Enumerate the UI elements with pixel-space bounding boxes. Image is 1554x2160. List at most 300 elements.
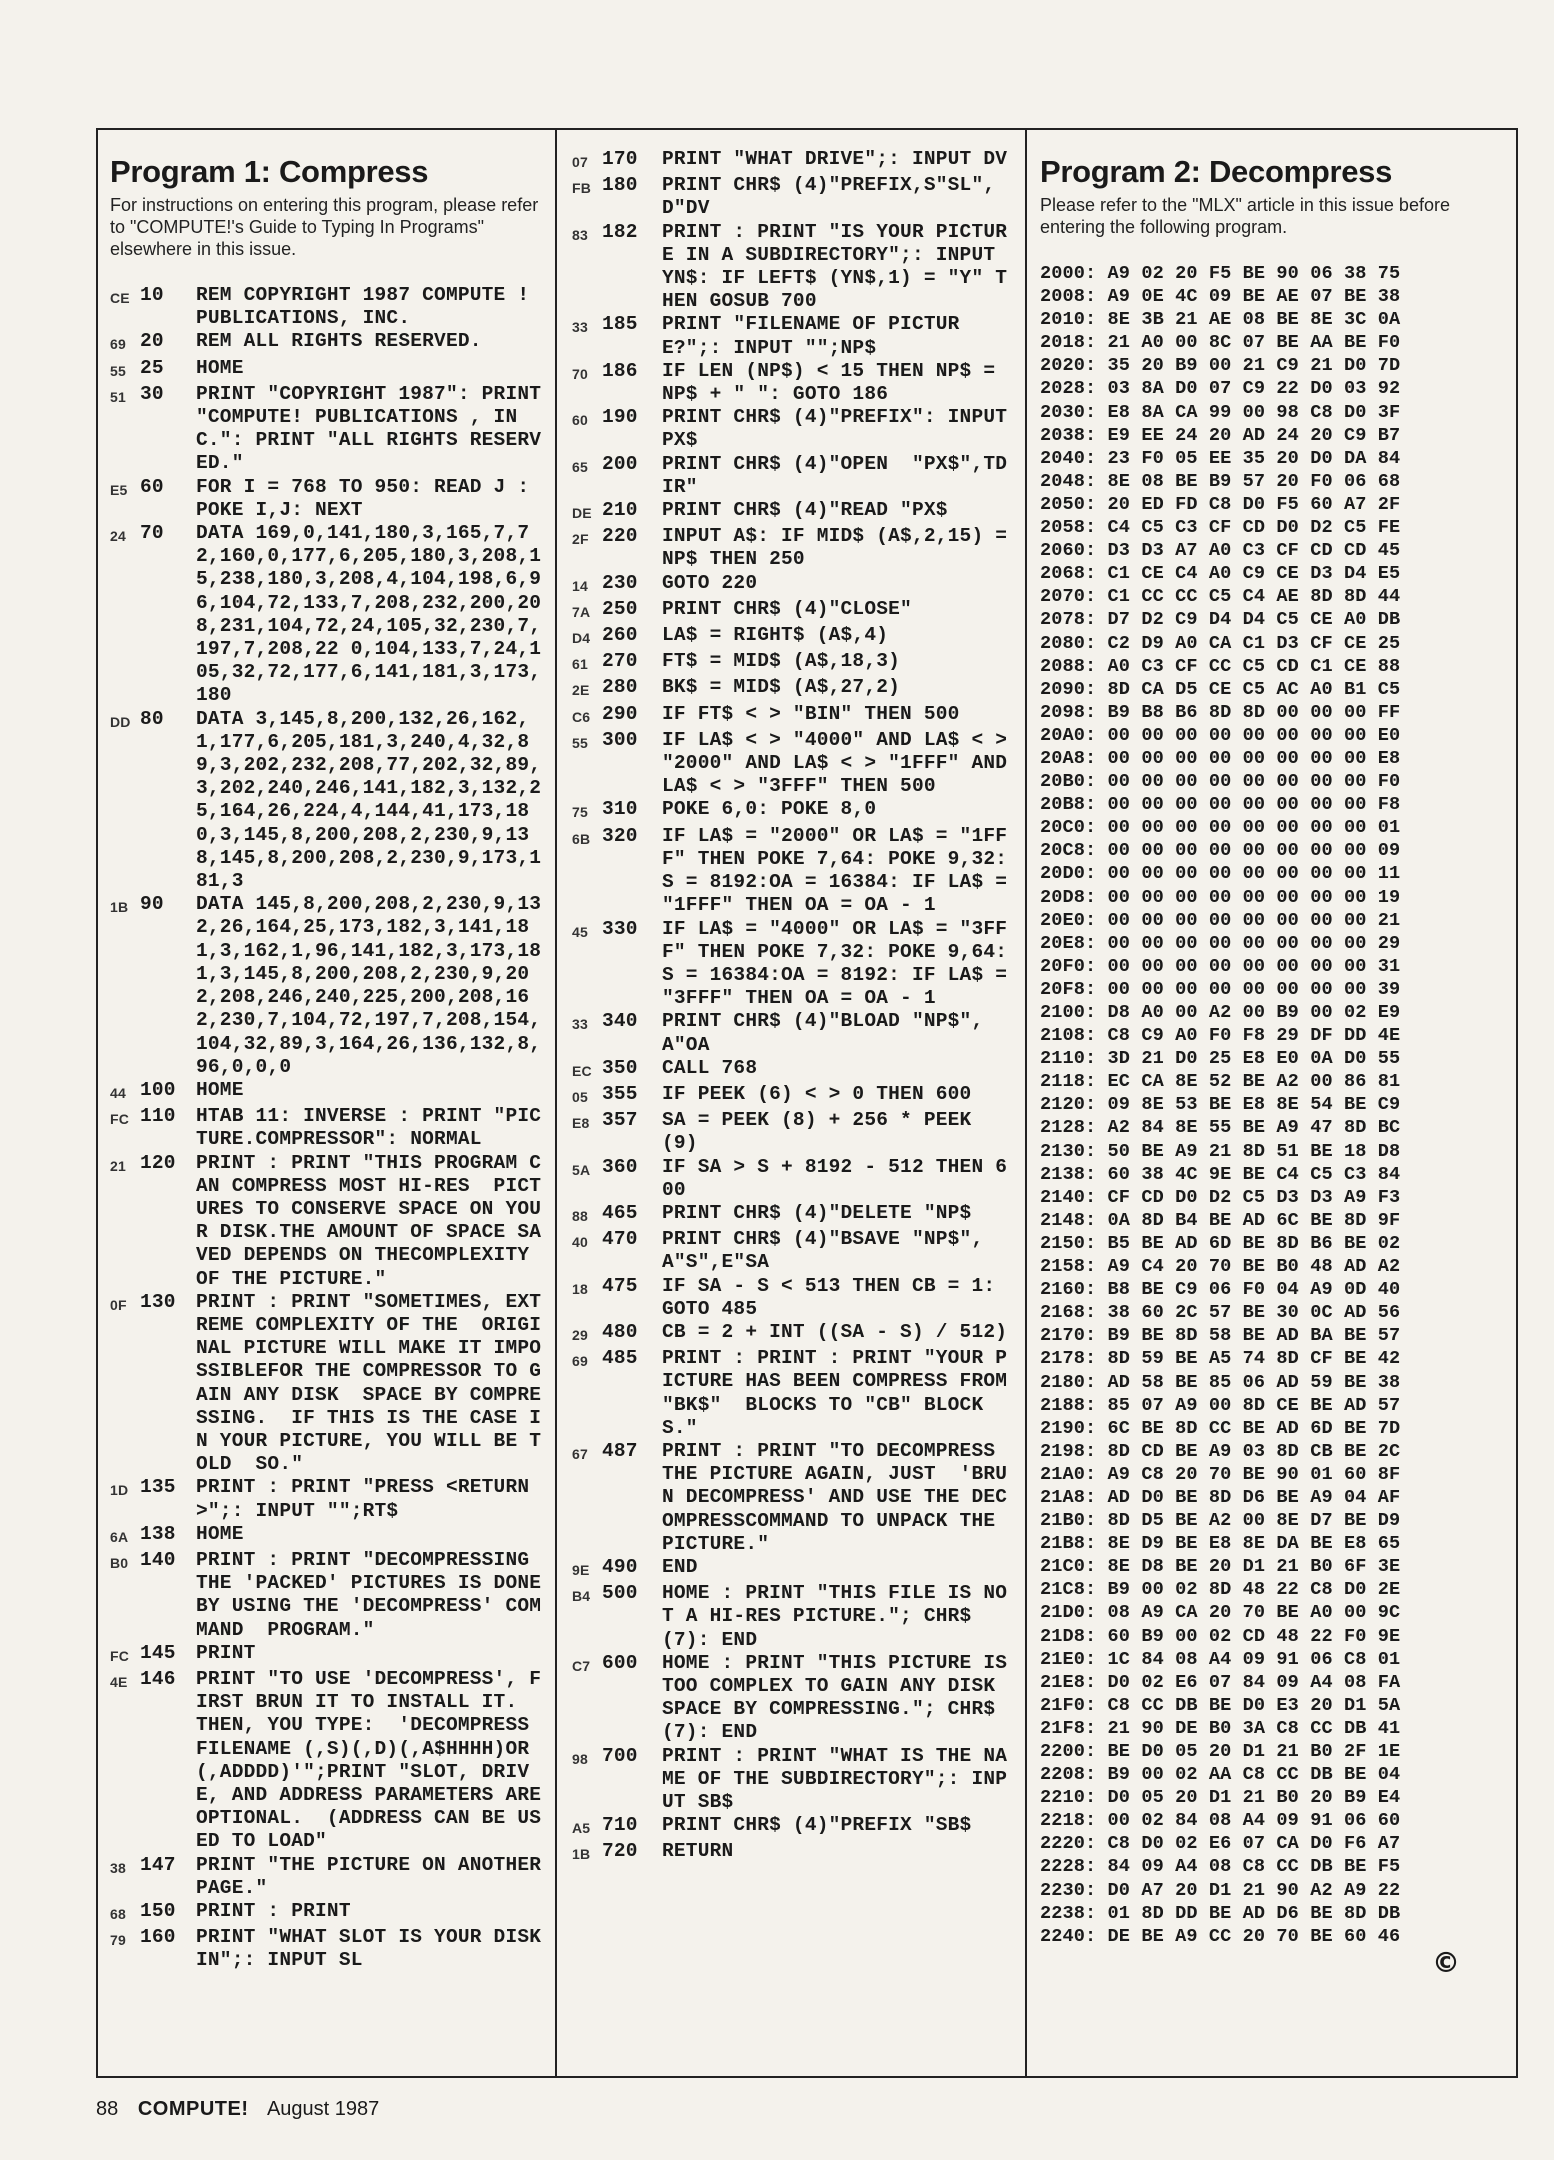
hex-row: 2148: 0A 8D B4 BE AD 6C BE 8D 9F <box>1040 1209 1401 1231</box>
hex-row: 21A0: A9 C8 20 70 BE 90 01 60 8F <box>1040 1463 1401 1485</box>
line-number: 210 <box>602 499 638 522</box>
line-number: 700 <box>602 1744 638 1767</box>
hex-row: 20B8: 00 00 00 00 00 00 00 00 F8 <box>1040 794 1401 816</box>
hex-row: 2098: B9 B8 B6 8D 8D 00 00 00 FF <box>1040 701 1401 723</box>
checksum: 75 <box>572 804 588 821</box>
line-text: PRINT <box>196 1641 256 1664</box>
line-text: PRINT : PRINT "IS YOUR PICTURE IN A SUBDIRECTORY";: INPUT YN$: IF LEFT$ (YN$,1) = "Y" THEN GOSUB 700 <box>662 220 1008 313</box>
checksum: DD <box>110 713 131 730</box>
hex-row: 20B0: 00 00 00 00 00 00 00 00 F0 <box>1040 771 1401 793</box>
hex-row: 21E0: 1C 84 08 A4 09 91 06 C8 01 <box>1040 1648 1401 1670</box>
checksum: 83 <box>572 226 588 243</box>
line-number: 487 <box>602 1439 638 1462</box>
line-text: IF SA > S + 8192 - 512 THEN 600 <box>662 1155 1008 1201</box>
line-number: 130 <box>140 1290 176 1313</box>
hex-row: 2070: C1 CC CC C5 C4 AE 8D 8D 44 <box>1040 586 1401 608</box>
line-text: REM COPYRIGHT 1987 COMPUTE ! PUBLICATIONS, INC. <box>196 284 542 330</box>
checksum: 45 <box>572 923 588 940</box>
line-text: HOME <box>196 1078 244 1101</box>
code-line <box>572 1582 1010 1652</box>
line-text: END <box>662 1555 698 1578</box>
line-number: 10 <box>140 284 164 306</box>
line-text: PRINT "TO USE 'DECOMPRESS', FIRST BRUN IT TO INSTALL IT. THEN, YOU TYPE: 'DECOMPRESS FILENAME (,S)(,D)(,A$HHHH)OR(,ADDDD)'";PRINT "SLOT, DRIVE, AND ADDRESS PARAMETERS ARE OPTIONAL. (ADDRESS CAN BE USED TO LOAD" <box>196 1667 554 1853</box>
code-line <box>110 1667 554 1854</box>
line-number: 135 <box>140 1476 176 1499</box>
checksum: 4E <box>110 1673 128 1690</box>
checksum: 18 <box>572 1280 588 1297</box>
line-text: BK$ = MID$ (A$,27,2) <box>662 676 901 699</box>
hex-row: 2210: D0 05 20 D1 21 B0 20 B9 E4 <box>1040 1787 1401 1809</box>
code-line <box>572 1321 1010 1347</box>
line-number: 140 <box>140 1548 176 1571</box>
hex-row: 2090: 8D CA D5 CE C5 AC A0 B1 C5 <box>1040 678 1401 700</box>
code-line <box>110 382 554 476</box>
checksum: 67 <box>572 1445 588 1462</box>
hex-row: 2028: 03 8A D0 07 C9 22 D0 03 92 <box>1040 378 1401 400</box>
line-text: RETURN <box>662 1840 734 1863</box>
checksum: 9E <box>572 1561 590 1578</box>
line-number: 260 <box>602 624 638 647</box>
code-line <box>572 453 1010 499</box>
line-number: 485 <box>602 1347 638 1370</box>
hex-row: 20E8: 00 00 00 00 00 00 00 00 29 <box>1040 932 1401 954</box>
hex-row: 2228: 84 09 A4 08 C8 CC DB BE F5 <box>1040 1856 1401 1878</box>
code-line <box>572 1814 1010 1840</box>
hex-row: 2220: C8 D0 02 E6 07 CA D0 F6 A7 <box>1040 1833 1401 1855</box>
code-line <box>572 406 1020 452</box>
code-line <box>110 1900 550 1926</box>
line-text: PRINT : PRINT : PRINT "YOUR PICTURE HAS BEEN COMPRESS FROM "BK$" BLOCKS TO "CB" BLOCKS." <box>662 1347 1020 1439</box>
hex-row: 2038: E9 EE 24 20 AD 24 20 C9 B7 <box>1040 424 1401 446</box>
line-number: 300 <box>602 728 638 751</box>
line-text: GOTO 220 <box>662 571 758 594</box>
code-line <box>572 1275 1010 1321</box>
checksum: 88 <box>572 1207 588 1224</box>
line-text: PRINT CHR$ (4)"BSAVE "NP$",A"S",E"SA <box>662 1228 984 1274</box>
line-text: CALL 768 <box>662 1056 758 1079</box>
hex-row: 2068: C1 CE C4 A0 C9 CE D3 D4 E5 <box>1040 563 1401 585</box>
line-text: DATA 3,145,8,200,132,26,162,1,177,6,205,181,3,240,4,32,89,3,202,232,208,77,202,32,89,3,202,240,246,141,182,3,132,25,164,26,224,4,144,41,173,180,3,145,8,200,208,2,230,9,138,145,8,200,208,2,230,9,173,181,3 <box>196 707 542 893</box>
hex-row: 21F0: C8 CC DB BE D0 E3 20 D1 5A <box>1040 1694 1401 1716</box>
line-number: 350 <box>602 1056 638 1079</box>
code-line <box>110 1853 554 1900</box>
hex-row: 2020: 35 20 B9 00 21 C9 21 D0 7D <box>1040 355 1401 377</box>
hex-row: 2240: DE BE A9 CC 20 70 BE 60 46 <box>1040 1925 1401 1947</box>
checksum: 55 <box>110 362 126 379</box>
checksum: C6 <box>572 708 591 725</box>
checksum: 24 <box>110 528 126 545</box>
code-line <box>572 148 1010 174</box>
line-text: IF LEN (NP$) < 15 THEN NP$ = NP$ + " ": GOTO 186 <box>662 359 1008 406</box>
line-text: PRINT CHR$ (4)"DELETE "NP$ <box>662 1201 972 1224</box>
line-text: FT$ = MID$ (A$,18,3) <box>662 650 901 673</box>
code-line <box>110 893 550 1079</box>
code-line <box>572 1440 1010 1556</box>
line-number: 340 <box>602 1010 638 1033</box>
line-number: 90 <box>140 893 164 916</box>
checksum: EC <box>572 1062 592 1079</box>
checksum: FB <box>572 180 592 197</box>
line-number: 475 <box>602 1274 638 1297</box>
line-number: 480 <box>602 1320 638 1343</box>
line-number: 186 <box>602 359 638 382</box>
checksum: 65 <box>572 458 588 475</box>
code-line <box>572 1202 1010 1228</box>
line-number: 150 <box>140 1900 176 1923</box>
hex-row: 20C0: 00 00 00 00 00 00 00 00 01 <box>1040 817 1401 839</box>
hex-row: 21A8: AD D0 BE 8D D6 BE A9 04 AF <box>1040 1486 1401 1508</box>
checksum: 1B <box>110 899 129 916</box>
line-text: PRINT "COPYRIGHT 1987": PRINT "COMPUTE! PUBLICATIONS , INC.": PRINT "ALL RIGHTS RESERVED." <box>196 382 554 475</box>
hex-row: 2198: 8D CD BE A9 03 8D CB BE 2C <box>1040 1440 1401 1462</box>
line-number: 470 <box>602 1228 638 1251</box>
hex-row: 20A0: 00 00 00 00 00 00 00 00 E0 <box>1040 724 1401 746</box>
hex-row: 2150: B5 BE AD 6D BE 8D B6 BE 02 <box>1040 1232 1401 1254</box>
hex-row: 2050: 20 ED FD C8 D0 F5 60 A7 2F <box>1040 493 1401 515</box>
checksum: 44 <box>110 1084 126 1101</box>
code-line <box>572 221 1010 314</box>
line-text: HOME : PRINT "THIS PICTURE IS TOO COMPLEX TO GAIN ANY DISK SPACE BY COMPRESSING."; CHR$ (7): END <box>662 1651 1020 1744</box>
program1-listing <box>110 284 554 1973</box>
code-line <box>572 1109 1010 1155</box>
hex-row: 2048: 8E 08 BE B9 57 20 F0 06 68 <box>1040 470 1401 492</box>
line-text: PRINT : PRINT "TO DECOMPRESS THE PICTURE AGAIN, JUST 'BRUN DECOMPRESS' AND USE THE DECOMPRESSCOMMAND TO UNPACK THE PICTURE." <box>662 1439 1008 1555</box>
checksum: D4 <box>572 630 591 647</box>
line-number: 147 <box>140 1853 176 1876</box>
checksum: 05 <box>572 1088 588 1105</box>
line-number: 110 <box>140 1105 176 1128</box>
hex-row: 20F0: 00 00 00 00 00 00 00 00 31 <box>1040 955 1401 977</box>
hex-row: 2180: AD 58 BE 85 06 AD 59 BE 38 <box>1040 1371 1401 1393</box>
checksum: C7 <box>572 1657 591 1674</box>
line-text: PRINT : PRINT <box>196 1900 351 1923</box>
hex-row: 20D0: 00 00 00 00 00 00 00 00 11 <box>1040 863 1401 885</box>
code-line <box>572 798 1010 824</box>
hex-row: 2080: C2 D9 A0 CA C1 D3 CF CE 25 <box>1040 632 1401 654</box>
code-line <box>572 313 1010 359</box>
checksum: CE <box>110 290 130 306</box>
code-line <box>110 522 550 708</box>
code-line <box>110 1152 550 1291</box>
line-number: 360 <box>602 1155 638 1178</box>
code-line <box>110 1079 550 1105</box>
hex-row: 2058: C4 C5 C3 CF CD D0 D2 C5 FE <box>1040 517 1401 539</box>
hex-row: 2218: 00 02 84 08 A4 09 91 06 60 <box>1040 1810 1401 1832</box>
line-number: 120 <box>140 1151 176 1174</box>
hex-row: 20E0: 00 00 00 00 00 00 00 00 21 <box>1040 909 1401 931</box>
checksum: 79 <box>110 1932 126 1949</box>
hex-row: 21E8: D0 02 E6 07 84 09 A4 08 FA <box>1040 1671 1401 1693</box>
line-number: 185 <box>602 313 638 336</box>
line-text: PRINT "WHAT DRIVE";: INPUT DV <box>662 148 1008 170</box>
checksum: 2E <box>572 682 590 699</box>
hex-row: 2170: B9 BE 8D 58 BE AD BA BE 57 <box>1040 1325 1401 1347</box>
line-number: 80 <box>140 707 164 730</box>
line-number: 100 <box>140 1078 176 1101</box>
checksum: DE <box>572 505 592 522</box>
line-number: 310 <box>602 798 638 821</box>
code-line <box>572 572 1010 598</box>
code-line <box>110 1642 550 1668</box>
code-line <box>572 824 1020 918</box>
checksum: 98 <box>572 1750 588 1767</box>
checksum: 6A <box>110 1528 129 1545</box>
line-text: PRINT : PRINT "THIS PROGRAM CAN COMPRESS MOST HI-RES PICTURES TO CONSERVE SPACE ON YOUR DISK.THE AMOUNT OF SPACE SAVED DEPENDS ON THECOMPLEXITY OF THE PICTURE." <box>196 1151 542 1290</box>
hex-row: 21C8: B9 00 02 8D 48 22 C8 D0 2E <box>1040 1579 1401 1601</box>
line-text: PRINT "THE PICTURE ON ANOTHER PAGE." <box>196 1853 554 1899</box>
line-text: HOME <box>196 356 244 379</box>
checksum: 1B <box>572 1846 591 1863</box>
program1-column <box>110 148 554 1973</box>
checksum: 33 <box>572 319 588 336</box>
line-text: PRINT CHR$ (4)"PREFIX": INPUT PX$ <box>662 406 1020 452</box>
checksum: 29 <box>572 1326 588 1343</box>
program1-title: Program 1: Compress <box>110 154 429 189</box>
line-text: IF LA$ = "4000" OR LA$ = "3FFF" THEN POKE 7,32: POKE 9,64:S = 16384:OA = 8192: IF LA$ = "3FFF" THEN OA = OA - 1 <box>662 917 1020 1010</box>
line-text: IF LA$ < > "4000" AND LA$ < > "2000" AND LA$ < > "1FFF" AND LA$ < > "3FFF" THEN 500 <box>662 728 1020 798</box>
column-divider-2 <box>1025 128 1027 2078</box>
hex-row: 2008: A9 0E 4C 09 BE AE 07 BE 38 <box>1040 286 1401 308</box>
code-line <box>572 624 1010 650</box>
hex-row: 20A8: 00 00 00 00 00 00 00 00 E8 <box>1040 747 1401 769</box>
line-number: 320 <box>602 824 638 847</box>
checksum: 69 <box>572 1353 588 1370</box>
code-line <box>110 1548 554 1642</box>
hex-row: 21D0: 08 A9 CA 20 70 BE A0 00 9C <box>1040 1602 1401 1624</box>
code-line <box>572 1745 1010 1815</box>
column-divider-1 <box>555 128 557 2078</box>
code-line <box>572 174 1010 220</box>
hex-row: 2188: 85 07 A9 00 8D CE BE AD 57 <box>1040 1394 1401 1416</box>
line-number: 355 <box>602 1082 638 1105</box>
code-line <box>572 1840 1010 1866</box>
checksum: 51 <box>110 388 126 405</box>
line-text: PRINT CHR$ (4)"PREFIX,S"SL",D"DV <box>662 174 996 220</box>
program2-hex-listing <box>1040 262 1490 1948</box>
hex-row: 2138: 60 38 4C 9E BE C4 C5 C3 84 <box>1040 1163 1401 1185</box>
line-number: 500 <box>602 1582 638 1605</box>
code-line <box>110 1105 550 1151</box>
line-number: 250 <box>602 597 638 620</box>
line-text: PRINT "WHAT SLOT IS YOUR DISK IN";: INPUT SL <box>196 1926 554 1972</box>
hex-row: 2078: D7 D2 C9 D4 D4 C5 CE A0 DB <box>1040 609 1401 631</box>
line-number: 490 <box>602 1555 638 1578</box>
code-line <box>572 360 1010 406</box>
hex-row: 2200: BE D0 05 20 D1 21 B0 2F 1E <box>1040 1741 1401 1762</box>
checksum: 21 <box>110 1157 126 1174</box>
checksum: FC <box>110 1647 130 1664</box>
line-number: 270 <box>602 650 638 673</box>
line-text: CB = 2 + INT ((SA - S) / 512) <box>662 1320 1008 1343</box>
line-number: 25 <box>140 356 164 379</box>
line-text: HTAB 11: INVERSE : PRINT "PICTURE.COMPRESSOR": NORMAL <box>196 1105 542 1151</box>
checksum: 68 <box>110 1906 126 1923</box>
program2-column <box>1040 148 1490 1979</box>
line-text: PRINT : PRINT "SOMETIMES, EXTREME COMPLEXITY OF THE ORIGINAL PICTURE WILL MAKE IT IMPOSSIBLEFOR THE COMPRESSOR TO GAIN ANY DISK SPACE BY COMPRESSING. IF THIS IS THE CASE IN YOUR PICTURE, YOU WILL BE TOLD SO." <box>196 1290 542 1476</box>
hex-row: 2178: 8D 59 BE A5 74 8D CF BE 42 <box>1040 1348 1401 1370</box>
line-number: 70 <box>140 522 164 545</box>
code-line <box>572 676 1010 702</box>
hex-row: 21B0: 8D D5 BE A2 00 8E D7 BE D9 <box>1040 1510 1401 1532</box>
code-line <box>110 476 550 522</box>
code-line <box>110 1523 550 1549</box>
checksum: 5A <box>572 1161 591 1178</box>
hex-row: 20C8: 00 00 00 00 00 00 00 00 09 <box>1040 840 1401 862</box>
line-text: DATA 169,0,141,180,3,165,7,72,160,0,177,6,205,180,3,208,15,238,180,3,208,4,104,198,6,96,104,72,133,7,208,232,200,208,231,104,72,24,105,32,230,7,197,7,208,22 0,104,133,7,24,105,32,72,177,6,141,181,3,173,180 <box>196 522 542 707</box>
hex-row: 2118: EC CA 8E 52 BE A2 00 86 81 <box>1040 1071 1401 1093</box>
hex-row: 2060: D3 D3 A7 A0 C3 CF CD CD 45 <box>1040 540 1401 562</box>
line-number: 280 <box>602 676 638 699</box>
hex-row: 2040: 23 F0 05 EE 35 20 D0 DA 84 <box>1040 447 1401 469</box>
checksum: 38 <box>110 1859 126 1876</box>
hex-row: 21B8: 8E D9 BE E8 8E DA BE E8 65 <box>1040 1533 1401 1555</box>
hex-row: 2158: A9 C4 20 70 BE B0 48 AD A2 <box>1040 1256 1401 1278</box>
line-number: 60 <box>140 475 164 498</box>
checksum: E8 <box>572 1115 590 1132</box>
code-line <box>572 598 1010 624</box>
hex-row: 2108: C8 C9 A0 F0 F8 29 DF DD 4E <box>1040 1025 1401 1047</box>
line-number: 182 <box>602 220 638 243</box>
hex-row: 2168: 38 60 2C 57 BE 30 0C AD 56 <box>1040 1302 1401 1324</box>
checksum: 69 <box>110 336 126 353</box>
program1-continued-column <box>572 148 1020 1867</box>
page-footer <box>96 2098 379 2121</box>
checksum: 7A <box>572 603 591 620</box>
hex-row: 20F8: 00 00 00 00 00 00 00 00 39 <box>1040 978 1401 1000</box>
line-number: 220 <box>602 525 638 548</box>
code-line <box>572 1228 1010 1274</box>
program1-intro: For instructions on entering this program, please refer to "COMPUTE!'s Guide to Typing In Programs" elsewhere in this issue. <box>110 195 539 259</box>
hex-row: 2130: 50 BE A9 21 8D 51 BE 18 D8 <box>1040 1140 1401 1162</box>
code-line <box>110 1926 554 1972</box>
hex-row: 2010: 8E 3B 21 AE 08 BE 8E 3C 0A <box>1040 309 1401 331</box>
line-text: PRINT CHR$ (4)"READ "PX$ <box>662 499 948 522</box>
code-line <box>110 1476 550 1522</box>
code-line <box>572 499 1010 525</box>
hex-row: 2030: E8 8A CA 99 00 98 C8 D0 3F <box>1040 401 1401 423</box>
program2-intro: Please refer to the "MLX" article in this issue before entering the following program. <box>1040 195 1450 237</box>
hex-row: 2160: B8 BE C9 06 F0 04 A9 0D 40 <box>1040 1279 1401 1301</box>
line-number: 330 <box>602 917 638 940</box>
line-number: 200 <box>602 452 638 475</box>
line-text: PRINT : PRINT "PRESS <RETURN>";: INPUT "";RT$ <box>196 1476 530 1522</box>
line-number: 357 <box>602 1109 638 1132</box>
line-number: 190 <box>602 406 638 429</box>
code-line <box>572 1556 1010 1582</box>
line-text: SA = PEEK (8) + 256 * PEEK (9) <box>662 1109 984 1155</box>
line-number: 145 <box>140 1641 176 1664</box>
checksum: B0 <box>110 1554 129 1571</box>
checksum: FC <box>110 1111 130 1128</box>
hex-row: 2128: A2 84 8E 55 BE A9 47 8D BC <box>1040 1117 1401 1139</box>
line-number: 30 <box>140 382 164 405</box>
checksum: 55 <box>572 734 588 751</box>
hex-row: 2230: D0 A7 20 D1 21 90 A2 A9 22 <box>1040 1879 1401 1901</box>
line-text: DATA 145,8,200,208,2,230,9,132,26,164,25,173,182,3,141,181,3,162,1,96,141,182,3,173,181,3,145,8,200,208,2,230,9,202,208,246,240,225,200,208,162,230,7,104,72,197,7,208,154,104,32,89,3,164,26,136,132,8,96,0,0,0 <box>196 893 542 1078</box>
hex-row: 2088: A0 C3 CF CC C5 CD C1 CE 88 <box>1040 655 1401 677</box>
code-line <box>110 1291 550 1477</box>
code-line <box>110 357 550 383</box>
code-line <box>572 1651 1020 1745</box>
line-text: LA$ = RIGHT$ (A$,4) <box>662 624 889 647</box>
code-line <box>572 1083 1010 1109</box>
line-number: 180 <box>602 174 638 197</box>
code-line <box>110 708 550 894</box>
checksum: 1D <box>110 1482 129 1499</box>
code-line <box>572 650 1010 676</box>
line-text: INPUT A$: IF MID$ (A$,2,15) = NP$ THEN 250 <box>662 525 1020 571</box>
code-line <box>572 1347 1020 1440</box>
line-text: IF PEEK (6) < > 0 THEN 600 <box>662 1082 972 1105</box>
line-text: PRINT : PRINT "DECOMPRESSING THE 'PACKED' PICTURES IS DONE BY USING THE 'DECOMPRESS' COMMAND PROGRAM." <box>196 1548 554 1641</box>
hex-row: 2190: 6C BE 8D CC BE AD 6D BE 7D <box>1040 1417 1401 1439</box>
line-text: IF SA - S < 513 THEN CB = 1: GOTO 485 <box>662 1274 1008 1320</box>
code-line <box>572 728 1020 799</box>
line-number: 160 <box>140 1926 176 1949</box>
line-text: PRINT CHR$ (4)"CLOSE" <box>662 597 912 620</box>
hex-row: 2120: 09 8E 53 BE E8 8E 54 BE C9 <box>1040 1094 1401 1116</box>
magazine-name: COMPUTE! <box>137 2098 249 2120</box>
line-number: 170 <box>602 148 638 170</box>
line-text: FOR I = 768 TO 950: READ J : POKE I,J: NEXT <box>196 475 542 521</box>
line-number: 290 <box>602 702 638 725</box>
line-number: 710 <box>602 1814 638 1837</box>
checksum: 14 <box>572 577 588 594</box>
line-number: 20 <box>140 330 164 353</box>
checksum: 33 <box>572 1016 588 1033</box>
line-text: PRINT CHR$ (4)"PREFIX "SB$ <box>662 1814 972 1837</box>
line-text: IF FT$ < > "BIN" THEN 500 <box>662 702 960 725</box>
hex-row: 2018: 21 A0 00 8C 07 BE AA BE F0 <box>1040 332 1401 354</box>
line-number: 465 <box>602 1201 638 1224</box>
checksum: 0F <box>110 1296 127 1313</box>
hex-row: 2000: A9 02 20 F5 BE 90 06 38 75 <box>1040 263 1401 284</box>
checksum: 2F <box>572 531 589 548</box>
code-line <box>572 1057 1010 1083</box>
line-number: 138 <box>140 1522 176 1545</box>
hex-row: 20D8: 00 00 00 00 00 00 00 00 19 <box>1040 886 1401 908</box>
end-mark: © <box>1432 1945 1460 1979</box>
hex-row: 21F8: 21 90 DE B0 3A C8 CC DB 41 <box>1040 1717 1401 1739</box>
checksum: E5 <box>110 481 128 498</box>
line-text: PRINT "FILENAME OF PICTURE?";: INPUT "";NP$ <box>662 313 960 359</box>
checksum: 70 <box>572 365 588 382</box>
line-text: PRINT CHR$ (4)"OPEN "PX$",TDIR" <box>662 452 1008 498</box>
checksum: A5 <box>572 1820 591 1837</box>
program1-listing-continued <box>572 148 1020 1867</box>
hex-row: 2238: 01 8D DD BE AD D6 BE 8D DB <box>1040 1902 1401 1924</box>
hex-row: 2208: B9 00 02 AA C8 CC DB BE 04 <box>1040 1764 1401 1786</box>
checksum: B4 <box>572 1588 591 1605</box>
hex-row: 2140: CF CD D0 D2 C5 D3 D3 A9 F3 <box>1040 1186 1401 1208</box>
checksum: 61 <box>572 656 588 673</box>
line-text: IF LA$ = "2000" OR LA$ = "1FFF" THEN POKE 7,64: POKE 9,32:S = 8192:OA = 16384: IF LA$ = "1FFF" THEN OA = OA - 1 <box>662 824 1020 917</box>
page-number: 88 <box>96 2098 119 2120</box>
code-line <box>110 284 550 330</box>
line-number: 600 <box>602 1651 638 1674</box>
line-text: REM ALL RIGHTS RESERVED. <box>196 330 482 353</box>
code-line <box>572 1156 1010 1202</box>
line-text: HOME : PRINT "THIS FILE IS NOT A HI-RES PICTURE."; CHR$ (7): END <box>662 1582 1008 1651</box>
program2-title: Program 2: Decompress <box>1040 154 1393 189</box>
line-text: HOME <box>196 1522 244 1545</box>
checksum: 60 <box>572 412 588 429</box>
checksum: 07 <box>572 154 588 170</box>
checksum: 40 <box>572 1234 588 1251</box>
code-line <box>572 917 1020 1011</box>
hex-row: 2110: 3D 21 D0 25 E8 E0 0A D0 55 <box>1040 1048 1401 1070</box>
code-line <box>572 1010 1010 1056</box>
